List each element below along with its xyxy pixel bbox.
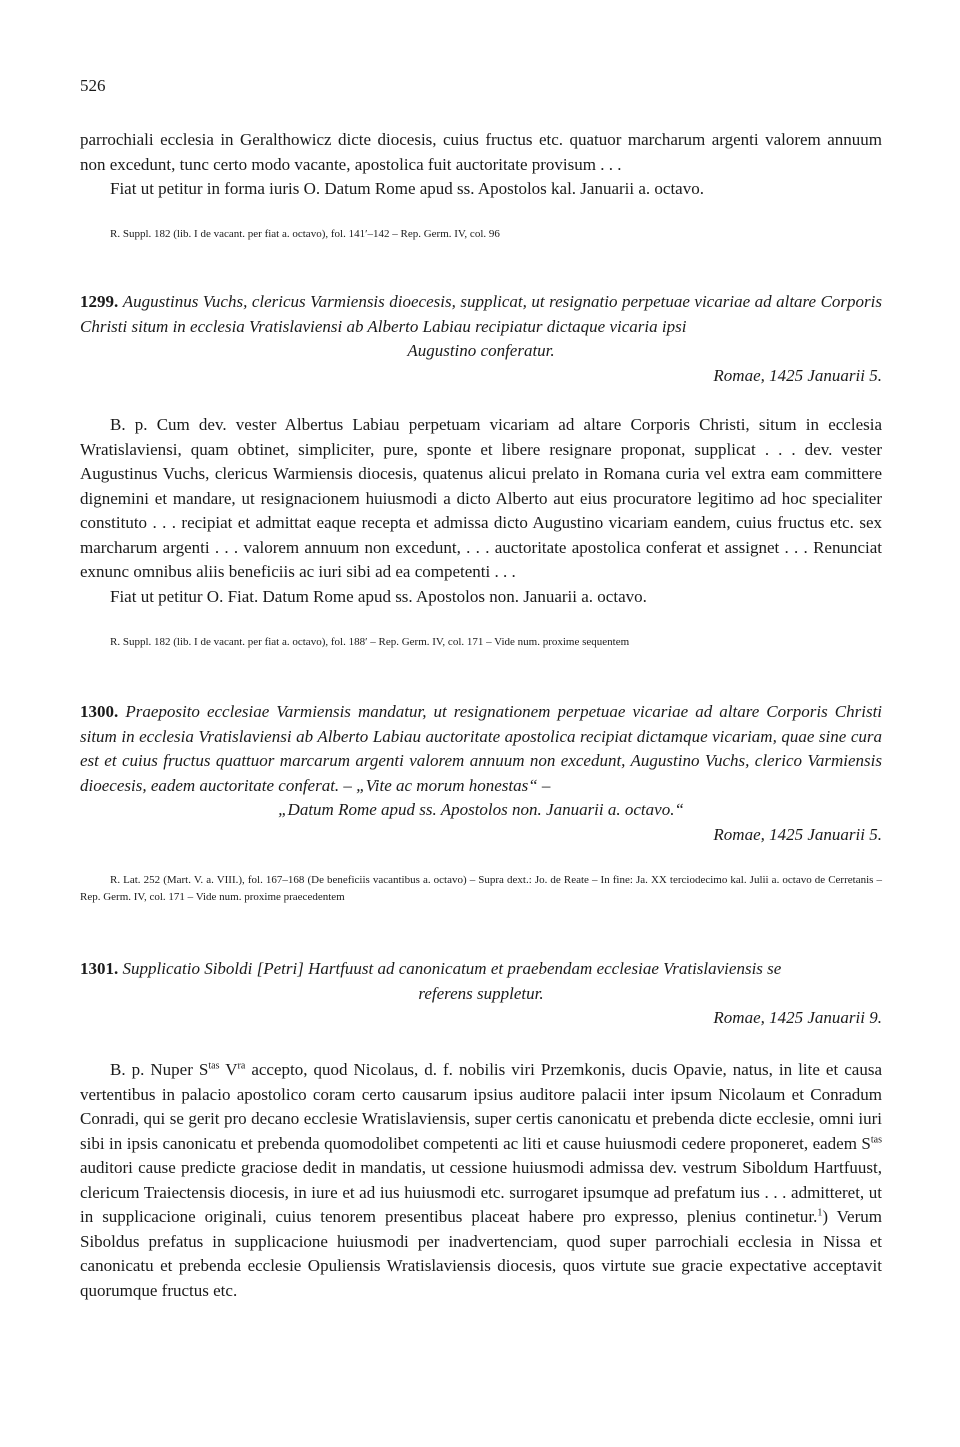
entry-1299-body (80, 413, 882, 609)
regest-1301 (80, 957, 882, 982)
entry-text (80, 1058, 882, 1303)
regest-1300 (80, 700, 882, 798)
continuation-text: parrochiali ecclesia in Geralthowicz dicte diocesis, cuius fructus etc. quatuor marcharum argenti valorem annuum non excedunt, tunc certo modo vacante, apostolica fuit auctoritate provisum . . . (80, 130, 882, 174)
archival-note: R. Suppl. 182 (lib. I de vacant. per fiat a. octavo), fol. 188′ – Rep. Germ. IV, col. 171 – Vide num. proxime sequentem (110, 636, 630, 648)
entry-1300 (80, 700, 882, 847)
regest-end: referens suppletur. (418, 983, 544, 1003)
entry-1299 (80, 290, 882, 388)
regest-end: „Datum Rome apud ss. Apostolos non. Januarii a. octavo.“ (278, 800, 684, 819)
footnote-mark: 1 (817, 1207, 823, 1219)
entry-date: Romae, 1425 Januarii 5. (713, 824, 882, 844)
regest-text: Augustinus Vuchs, clericus Varmiensis dioecesis, supplicat, ut resignatio perpetuae vicariae ad altare Corporis Christi situm in ecclesia Vratislaviensi ab Alberto Labiau recipiatur dictaque vicaria ipsi (80, 292, 882, 336)
entry-date: Romae, 1425 Januarii 9. (713, 1008, 882, 1027)
text-fragment: auditori cause predicte graciose dedit in mandatis, ut cessione huiusmodi admissa dev. vestrum Siboldum Hartfuust, clericum Traiectensis diocesis, in iure et ad ius huiusmodi etc. surrogaret ipsumque ad prefatum ius . . . admitteret, ut in supplicacione originali, cuius tenorem presentibus placeat habere pro expresso, plenius continetur. (80, 1158, 882, 1226)
superscript: ra (237, 1060, 246, 1072)
entry-number: 1301. (80, 959, 119, 978)
regest-1299 (80, 290, 882, 339)
entry-1299-note-block (80, 634, 882, 651)
regest-text: Supplicatio Siboldi [Petri] Hartfuust ad canonicatum et praebendam ecclesiae Vratislaviensis se (122, 959, 782, 978)
entry-number: 1299. (80, 292, 119, 311)
entry-1301 (80, 957, 882, 1031)
entry-fiat: Fiat ut petitur O. Fiat. Datum Rome apud ss. Apostolos non. Januarii a. octavo. (110, 586, 647, 606)
entry-1301-body (80, 1058, 882, 1303)
text-fragment: ) Verum Siboldus prefatus in supplicacione huiusmodi per inadvertenciam, quod super parrochiali ecclesia in Nissa et canonicatu et prebenda ecclesie Opuliensis Wratislaviensis diocesis, quos virtute sue gracie expectative acceptavit quorumque fructus etc. (80, 1207, 882, 1300)
entry-text: B. p. Cum dev. vester Albertus Labiau perpetuam vicariam ad altare Corporis Christi, situm in ecclesia Wratislaviensi, quam obtinet, simpliciter, pure, sponte et libere resignare proponat, supplicat . . . dev. vester Augustinus Vuchs, clericus Warmiensis diocesis, quatenus alicui prelato in Romana curia vel extra eam committere dignemini et mandare, ut resignacionem huiusmodi a dicto Alberto aut eius procuratore legitimo ad hoc specialiter constituto . . . recipiat et admittat eaque recepta et admissa dicto Augustino vicariam eandem, cuius fructus etc. sex marcharum argenti . . . valorem annuum non excedunt, . . . auctoritate apostolica conferat et assignet . . . Renunciat exnunc omnibus aliis beneficiis ac iuri sibi ad ea competenti . . . (80, 415, 882, 581)
text-fragment: B. p. Nuper S (110, 1060, 209, 1079)
superscript: tas (208, 1060, 220, 1072)
regest-text: Praeposito ecclesiae Varmiensis mandatur, ut resignationem perpetuae vicariae ad altare Corporis Christi situm in ecclesia Vratislaviensi ab Alberto Labiau auctoritate apostolica recipiat dictamque vicariam, quae sine cura est et cuius fructus quattuor marcarum argenti valorem annuum non excedunt, Augustino Vuchs, clerico Varmiensis dioecesis, eadem auctoritate conferat. – „Vite ac morum honestas“ – (80, 702, 883, 795)
entry-1300-note-block (80, 872, 882, 906)
text-fragment: accepto, quod Nicolaus, d. f. nobilis viri Przemkonis, ducis Opavie, natus, in lite et causa vertentibus in palacio apostolico coram certo causarum ipsius auditore palacii inter ipsum Nicolaum et Conradum Conradi, qui se gerit pro decano ecclesie Wratislaviensis, super certis canonicatu et prebenda dicte ecclesie, omni iuri sibi in ipsis canonicatu et prebenda quomodolibet competenti ac liti et cause huiusmodi cedere proponeret, eadem S (80, 1060, 882, 1153)
archival-note: R. Lat. 252 (Mart. V. a. VIII.), fol. 167–168 (De beneficiis vacantibus a. octavo) – Supra dext.: Jo. de Reate – In fine: Ja. XX terciodecimo kal. Julii a. octavo de Cerretanis – Rep. Germ. IV, col. 171 – Vide num. proxime praecedentem (80, 874, 882, 903)
text-fragment: V (219, 1060, 238, 1079)
continuation-fiat: Fiat ut petitur in forma iuris O. Datum Rome apud ss. Apostolos kal. Januarii a. octavo. (110, 179, 704, 198)
archival-note: R. Suppl. 182 (lib. I de vacant. per fiat a. octavo), fol. 141′–142 – Rep. Germ. IV, col. 96 (110, 228, 500, 240)
superscript: tas (870, 1133, 882, 1145)
page-number: 526 (80, 76, 106, 95)
entry-date: Romae, 1425 Januarii 5. (713, 365, 882, 385)
entry-number: 1300. (80, 702, 119, 721)
continuation-block (80, 128, 882, 202)
continuation-note-block (80, 226, 882, 243)
regest-end: Augustino conferatur. (407, 341, 555, 360)
